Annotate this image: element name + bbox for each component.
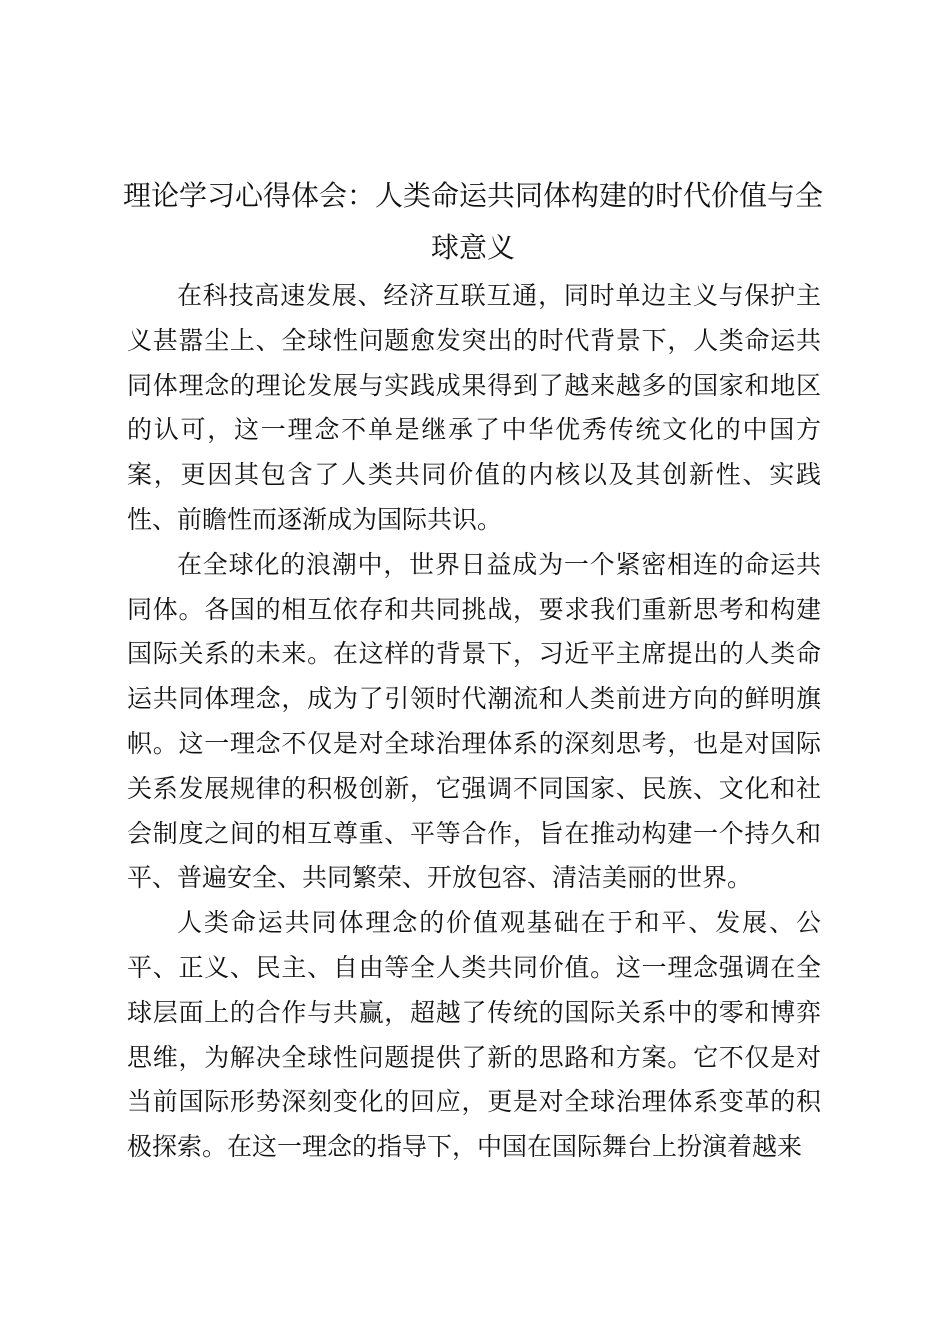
paragraph-2: 在全球化的浪潮中，世界日益成为一个紧密相连的命运共同体。各国的相互依存和共同挑战，要求我们重新思考和构建国际关系的未来。在这样的背景下，习近平主席提出的人类命运共同体理念，成为了引领时代潮流和人类前进方向的鲜明旗帜。这一理念不仅是对全球治理体系的深刻思考，也是对国际关系发展规律的积极创新，它强调不同国家、民族、文化和社会制度之间的相互尊重、平等合作，旨在推动构建一个持久和平、普遍安全、共同繁荣、开放包容、清洁美丽的世界。: [127, 549, 821, 893]
paragraph-1: 在科技高速发展、经济互联互通，同时单边主义与保护主义甚嚣尘上、全球性问题愈发突出的时代背景下，人类命运共同体理念的理论发展与实践成果得到了越来越多的国家和地区的认可，这一理念不单是继承了中华优秀传统文化的中国方案，更因其包含了人类共同价值的内核以及其创新性、实践性、前瞻性而逐渐成为国际共识。: [127, 281, 821, 534]
document-body: [123, 170, 824, 1170]
document-title: 理论学习心得体会：人类命运共同体构建的时代价值与全球意义: [123, 179, 824, 264]
paragraph-3: 人类命运共同体理念的价值观基础在于和平、发展、公平、正义、民主、自由等全人类共同价值。这一理念强调在全球层面上的合作与共赢，超越了传统的国际关系中的零和博弈思维，为解决全球性问题提供了新的思路和方案。它不仅是对当前国际形势深刻变化的回应，更是对全球治理体系变革的积极探索。在这一理念的指导下，中国在国际舞台上扮演着越来: [127, 908, 821, 1162]
